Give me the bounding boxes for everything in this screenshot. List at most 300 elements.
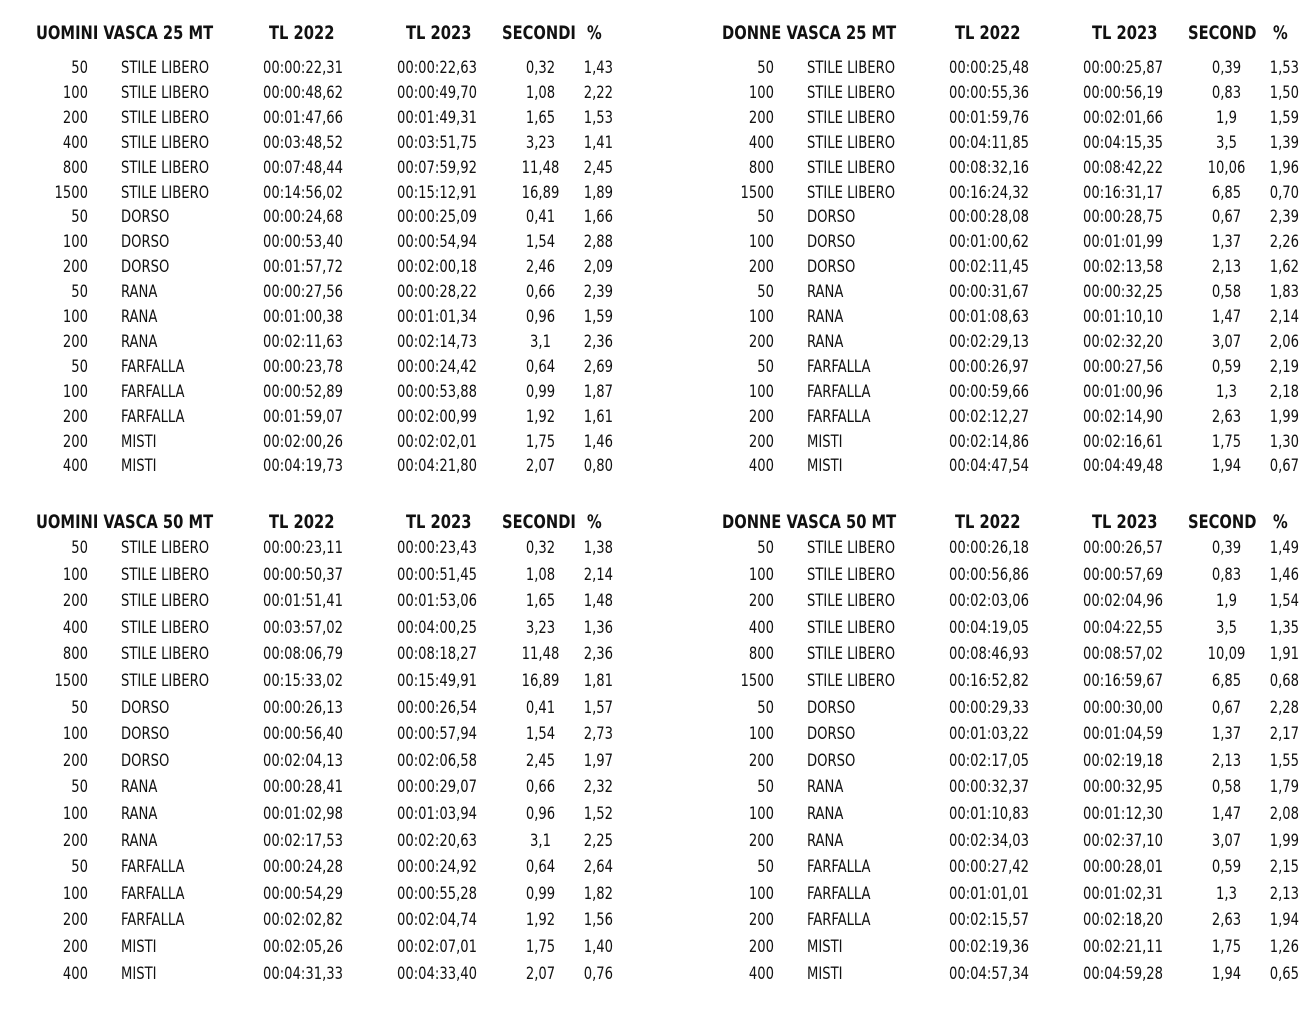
cell-distance: 400 [748,617,774,638]
cell-time-2023: 00:01:49,31 [397,107,477,128]
cell-stroke: RANA [121,307,158,327]
cell-time-2023: 00:02:04,96 [1083,591,1163,612]
cell-distance: 1500 [740,182,774,203]
cell-time-2023: 00:00:28,01 [1083,857,1163,878]
cell-stroke: STILE LIBERO [121,132,210,153]
cell-seconds-diff: 2,13 [1211,257,1242,278]
table-row [722,305,1314,329]
cell-seconds-diff: 1,65 [525,107,556,128]
cell-seconds-diff: 0,32 [525,538,556,558]
cell-percent-diff: 2,28 [1269,697,1299,718]
table-row [722,722,1314,746]
cell-percent-diff: 2,36 [583,331,613,352]
cell-percent-diff: 2,15 [1269,857,1299,878]
cell-time-2022: 00:00:55,36 [949,82,1029,103]
cell-time-2023: 00:04:15,35 [1083,132,1163,153]
cell-time-2023: 00:04:33,40 [397,963,477,984]
cell-percent-diff: 1,52 [583,804,613,824]
cell-stroke: MISTI [121,937,157,957]
cell-stroke: FARFALLA [121,910,185,931]
table-title: UOMINI VASCA 25 MT [36,22,214,44]
cell-percent-diff: 1,87 [583,381,613,402]
cell-time-2023: 00:16:59,67 [1083,671,1163,691]
cell-time-2023: 00:00:28,75 [1083,207,1163,228]
cell-time-2022: 00:00:23,78 [263,356,343,377]
cell-time-2023: 00:00:57,94 [397,724,477,745]
cell-distance: 50 [71,58,88,78]
cell-stroke: DORSO [807,750,856,771]
cell-seconds-diff: 0,59 [1211,857,1242,878]
cell-percent-diff: 0,67 [1269,456,1299,477]
cell-time-2022: 00:15:33,02 [263,671,343,691]
cell-distance: 50 [757,58,774,78]
cell-time-2022: 00:00:27,42 [949,857,1029,878]
cell-percent-diff: 1,89 [583,182,613,203]
cell-seconds-diff: 3,5 [1216,617,1237,638]
cell-time-2023: 00:02:13,58 [1083,257,1163,278]
table-row [722,106,1314,130]
cell-distance: 50 [757,538,774,558]
cell-time-2022: 00:04:31,33 [263,963,343,984]
cell-distance: 100 [62,724,88,745]
cell-distance: 100 [62,82,88,103]
cell-stroke: RANA [807,282,844,303]
cell-percent-diff: 1,62 [1269,257,1299,278]
cell-distance: 800 [748,644,774,665]
cell-stroke: STILE LIBERO [807,132,896,153]
cell-distance: 100 [62,883,88,904]
cell-seconds-diff: 0,99 [525,381,556,402]
cell-stroke: STILE LIBERO [121,644,210,665]
cell-distance: 50 [757,857,774,878]
cell-time-2023: 00:00:26,54 [397,697,477,718]
table-row [36,775,656,799]
cell-distance: 200 [748,591,774,612]
cell-stroke: FARFALLA [121,406,185,427]
cell-time-2022: 00:02:03,06 [949,591,1029,612]
cell-distance: 200 [748,830,774,851]
cell-distance: 100 [748,307,774,327]
table-row [722,749,1314,773]
table-row [722,829,1314,853]
cell-stroke: STILE LIBERO [121,538,210,558]
cell-distance: 100 [62,804,88,824]
cell-seconds-diff: 0,83 [1211,564,1242,585]
table-row [722,642,1314,666]
cell-seconds-diff: 2,45 [525,750,556,771]
cell-seconds-diff: 1,47 [1211,804,1242,824]
cell-time-2022: 00:02:14,86 [949,431,1029,452]
table-women-50 [722,509,1314,1010]
table-row [722,230,1314,254]
cell-seconds-diff: 1,3 [1216,883,1237,904]
cell-percent-diff: 2,09 [583,257,613,278]
cell-seconds-diff: 16,89 [521,182,560,203]
cell-time-2022: 00:01:08,63 [949,307,1029,327]
cell-seconds-diff: 3,5 [1216,132,1237,153]
cell-time-2023: 00:01:00,96 [1083,381,1163,402]
table-men-50 [36,509,636,1010]
cell-time-2022: 00:04:11,85 [949,132,1029,153]
cell-stroke: MISTI [807,456,843,477]
cell-stroke: DORSO [121,257,170,278]
cell-percent-diff: 1,46 [1269,564,1299,585]
table-row [722,616,1314,640]
cell-percent-diff: 2,39 [583,282,613,303]
cell-time-2022: 00:01:59,76 [949,107,1029,128]
cell-distance: 50 [71,697,88,718]
cell-time-2022: 00:04:57,34 [949,963,1029,984]
cell-stroke: STILE LIBERO [121,564,210,585]
cell-time-2023: 00:02:14,90 [1083,406,1163,427]
cell-percent-diff: 0,80 [583,456,613,477]
cell-stroke: MISTI [807,431,843,452]
header-seconds: SECOND [1188,511,1257,533]
cell-time-2022: 00:01:02,98 [263,804,343,824]
cell-distance: 200 [748,406,774,427]
table-row [36,255,656,279]
cell-time-2023: 00:00:53,88 [397,381,477,402]
cell-time-2022: 00:08:32,16 [949,157,1029,178]
cell-stroke: STILE LIBERO [807,644,896,665]
table-row [36,563,656,587]
header-percent: % [587,511,602,533]
cell-distance: 400 [748,132,774,153]
cell-distance: 50 [71,207,88,228]
cell-distance: 50 [757,697,774,718]
cell-time-2023: 00:02:21,11 [1083,937,1163,957]
cell-percent-diff: 2,32 [583,777,613,798]
table-row [36,536,656,560]
cell-seconds-diff: 2,07 [525,963,556,984]
cell-time-2022: 00:01:00,38 [263,307,343,327]
cell-percent-diff: 1,99 [1269,406,1299,427]
cell-percent-diff: 2,73 [583,724,613,745]
cell-time-2022: 00:01:51,41 [263,591,343,612]
cell-percent-diff: 1,79 [1269,777,1299,798]
cell-percent-diff: 1,40 [583,937,613,957]
cell-seconds-diff: 1,54 [525,724,556,745]
cell-percent-diff: 2,17 [1269,724,1299,745]
cell-time-2022: 00:04:47,54 [949,456,1029,477]
cell-time-2023: 00:02:01,66 [1083,107,1163,128]
cell-time-2023: 00:16:31,17 [1083,182,1163,203]
cell-time-2023: 00:00:28,22 [397,282,477,303]
cell-seconds-diff: 3,23 [525,132,556,153]
cell-distance: 50 [71,356,88,377]
cell-seconds-diff: 1,75 [1211,937,1242,957]
cell-distance: 100 [748,82,774,103]
table-row [36,454,656,478]
cell-time-2023: 00:01:03,94 [397,804,477,824]
cell-percent-diff: 1,30 [1269,431,1299,452]
cell-stroke: RANA [121,331,158,352]
header-tl-2023: TL 2023 [406,22,472,44]
cell-time-2023: 00:00:29,07 [397,777,477,798]
cell-distance: 200 [62,107,88,128]
cell-distance: 200 [62,406,88,427]
table-row [722,962,1314,986]
table-row [36,106,656,130]
cell-seconds-diff: 0,67 [1211,207,1242,228]
cell-stroke: STILE LIBERO [121,182,210,203]
cell-time-2023: 00:02:00,18 [397,257,477,278]
cell-distance: 200 [748,331,774,352]
cell-stroke: RANA [121,804,158,824]
cell-percent-diff: 2,19 [1269,356,1299,377]
cell-percent-diff: 1,39 [1269,132,1299,153]
cell-seconds-diff: 2,13 [1211,750,1242,771]
cell-stroke: MISTI [807,963,843,984]
table-row [722,355,1314,379]
cell-time-2023: 00:00:26,57 [1083,538,1163,558]
cell-percent-diff: 1,94 [1269,910,1299,931]
table-row [722,280,1314,304]
cell-percent-diff: 2,13 [1269,883,1299,904]
cell-time-2023: 00:02:16,61 [1083,431,1163,452]
table-row [36,380,656,404]
cell-percent-diff: 1,49 [1269,538,1299,558]
table-row [722,81,1314,105]
table-row [36,156,656,180]
cell-percent-diff: 2,39 [1269,207,1299,228]
cell-distance: 50 [71,777,88,798]
cell-stroke: DORSO [807,232,856,253]
cell-percent-diff: 1,61 [583,406,613,427]
cell-seconds-diff: 1,37 [1211,232,1242,253]
cell-percent-diff: 1,59 [1269,107,1299,128]
cell-time-2022: 00:04:19,73 [263,456,343,477]
table-men-25 [36,20,636,501]
cell-time-2023: 00:00:55,28 [397,883,477,904]
header-tl-2022: TL 2022 [955,511,1021,533]
cell-stroke: MISTI [121,456,157,477]
cell-time-2022: 00:16:52,82 [949,671,1029,691]
cell-stroke: MISTI [807,937,843,957]
cell-percent-diff: 1,26 [1269,937,1299,957]
header-tl-2022: TL 2022 [955,22,1021,44]
cell-seconds-diff: 1,75 [1211,431,1242,452]
cell-stroke: STILE LIBERO [807,182,896,203]
cell-percent-diff: 1,99 [1269,830,1299,851]
cell-stroke: STILE LIBERO [121,157,210,178]
cell-time-2023: 00:02:37,10 [1083,830,1163,851]
cell-stroke: STILE LIBERO [121,671,210,691]
cell-time-2022: 00:00:26,13 [263,697,343,718]
cell-stroke: FARFALLA [807,857,871,878]
cell-seconds-diff: 10,09 [1207,644,1246,665]
cell-percent-diff: 0,68 [1269,671,1299,691]
cell-distance: 50 [757,282,774,303]
table-row [36,405,656,429]
cell-time-2023: 00:02:02,01 [397,431,477,452]
cell-percent-diff: 1,41 [583,132,613,153]
cell-time-2023: 00:01:12,30 [1083,804,1163,824]
cell-time-2022: 00:00:54,29 [263,883,343,904]
cell-time-2022: 00:00:32,37 [949,777,1029,798]
cell-distance: 100 [62,564,88,585]
cell-seconds-diff: 3,1 [530,331,551,352]
cell-seconds-diff: 0,66 [525,282,556,303]
cell-time-2022: 00:00:59,66 [949,381,1029,402]
cell-percent-diff: 2,25 [583,830,613,851]
table-row [36,855,656,879]
table-row [36,829,656,853]
cell-seconds-diff: 0,39 [1211,538,1242,558]
cell-time-2023: 00:02:07,01 [397,937,477,957]
cell-distance: 50 [71,857,88,878]
cell-seconds-diff: 1,94 [1211,963,1242,984]
cell-percent-diff: 1,38 [583,538,613,558]
cell-time-2022: 00:00:56,40 [263,724,343,745]
cell-time-2022: 00:00:22,31 [263,58,343,78]
cell-distance: 100 [62,232,88,253]
cell-percent-diff: 0,70 [1269,182,1299,203]
cell-seconds-diff: 1,75 [525,937,556,957]
cell-percent-diff: 1,83 [1269,282,1299,303]
table-women-25 [722,20,1314,501]
cell-percent-diff: 2,45 [583,157,613,178]
cell-stroke: FARFALLA [807,356,871,377]
cell-stroke: RANA [807,307,844,327]
cell-distance: 200 [748,257,774,278]
table-row [722,935,1314,959]
table-row [36,962,656,986]
cell-seconds-diff: 1,08 [525,82,556,103]
cell-stroke: STILE LIBERO [807,671,896,691]
cell-time-2023: 00:00:25,87 [1083,58,1163,78]
cell-time-2023: 00:04:21,80 [397,456,477,477]
header-tl-2023: TL 2023 [1092,22,1158,44]
cell-distance: 200 [62,431,88,452]
cell-stroke: RANA [121,830,158,851]
cell-distance: 200 [62,257,88,278]
header-seconds: SECONDI [502,22,576,44]
table-row [36,205,656,229]
cell-time-2022: 00:02:11,45 [949,257,1029,278]
cell-distance: 400 [62,456,88,477]
cell-time-2023: 00:00:49,70 [397,82,477,103]
cell-distance: 400 [748,963,774,984]
cell-time-2023: 00:02:18,20 [1083,910,1163,931]
cell-time-2022: 00:00:27,56 [263,282,343,303]
cell-distance: 200 [748,910,774,931]
cell-time-2022: 00:00:52,89 [263,381,343,402]
cell-seconds-diff: 2,63 [1211,406,1242,427]
cell-time-2022: 00:08:06,79 [263,644,343,665]
cell-seconds-diff: 2,63 [1211,910,1242,931]
cell-time-2022: 00:00:28,41 [263,777,343,798]
cell-stroke: FARFALLA [121,381,185,402]
cell-stroke: MISTI [121,963,157,984]
cell-stroke: FARFALLA [807,406,871,427]
cell-stroke: DORSO [807,724,856,745]
cell-stroke: STILE LIBERO [807,58,896,78]
cell-time-2023: 00:01:53,06 [397,591,477,612]
header-seconds: SECOND [1188,22,1257,44]
cell-percent-diff: 0,76 [583,963,613,984]
header-seconds: SECONDI [502,511,576,533]
cell-time-2022: 00:00:26,97 [949,356,1029,377]
table-row [36,749,656,773]
cell-distance: 100 [748,724,774,745]
cell-distance: 1500 [54,671,88,691]
cell-stroke: FARFALLA [807,910,871,931]
cell-seconds-diff: 0,67 [1211,697,1242,718]
cell-time-2023: 00:00:27,56 [1083,356,1163,377]
cell-seconds-diff: 3,07 [1211,830,1242,851]
cell-distance: 400 [62,132,88,153]
cell-stroke: STILE LIBERO [807,157,896,178]
cell-percent-diff: 1,54 [1269,591,1299,612]
cell-time-2023: 00:02:04,74 [397,910,477,931]
cell-time-2023: 00:02:20,63 [397,830,477,851]
table-row [722,536,1314,560]
header-percent: % [1273,22,1288,44]
cell-seconds-diff: 0,32 [525,58,556,78]
cell-time-2022: 00:02:19,36 [949,937,1029,957]
table-row [36,430,656,454]
cell-stroke: DORSO [807,257,856,278]
table-row [722,430,1314,454]
cell-distance: 100 [748,883,774,904]
table-row [36,642,656,666]
cell-stroke: STILE LIBERO [807,538,896,558]
cell-seconds-diff: 1,3 [1216,381,1237,402]
cell-time-2022: 00:01:47,66 [263,107,343,128]
table-row [722,696,1314,720]
cell-distance: 200 [748,750,774,771]
cell-distance: 50 [757,207,774,228]
cell-percent-diff: 0,65 [1269,963,1299,984]
cell-stroke: STILE LIBERO [121,58,210,78]
cell-stroke: DORSO [121,724,170,745]
cell-percent-diff: 1,53 [1269,58,1299,78]
header-tl-2022: TL 2022 [269,22,335,44]
cell-stroke: RANA [807,804,844,824]
cell-distance: 200 [62,591,88,612]
cell-percent-diff: 2,18 [1269,381,1299,402]
table-row [722,802,1314,826]
table-row [722,589,1314,613]
cell-seconds-diff: 1,9 [1216,107,1237,128]
cell-distance: 200 [748,107,774,128]
cell-time-2023: 00:04:49,48 [1083,456,1163,477]
cell-stroke: DORSO [121,232,170,253]
cell-distance: 400 [62,617,88,638]
cell-stroke: FARFALLA [121,356,185,377]
cell-time-2022: 00:02:17,05 [949,750,1029,771]
cell-seconds-diff: 0,96 [525,804,556,824]
cell-seconds-diff: 0,58 [1211,282,1242,303]
table-row [36,669,656,693]
cell-time-2022: 00:02:02,82 [263,910,343,931]
cell-stroke: DORSO [121,750,170,771]
cell-stroke: FARFALLA [121,883,185,904]
cell-time-2023: 00:15:12,91 [397,182,477,203]
cell-stroke: RANA [121,282,158,303]
table-row [36,616,656,640]
cell-seconds-diff: 1,94 [1211,456,1242,477]
table-row [36,696,656,720]
cell-seconds-diff: 1,92 [525,910,556,931]
cell-distance: 200 [62,830,88,851]
cell-percent-diff: 2,14 [583,564,613,585]
cell-percent-diff: 1,46 [583,431,613,452]
table-row [722,454,1314,478]
cell-seconds-diff: 3,07 [1211,331,1242,352]
cell-time-2023: 00:00:24,92 [397,857,477,878]
